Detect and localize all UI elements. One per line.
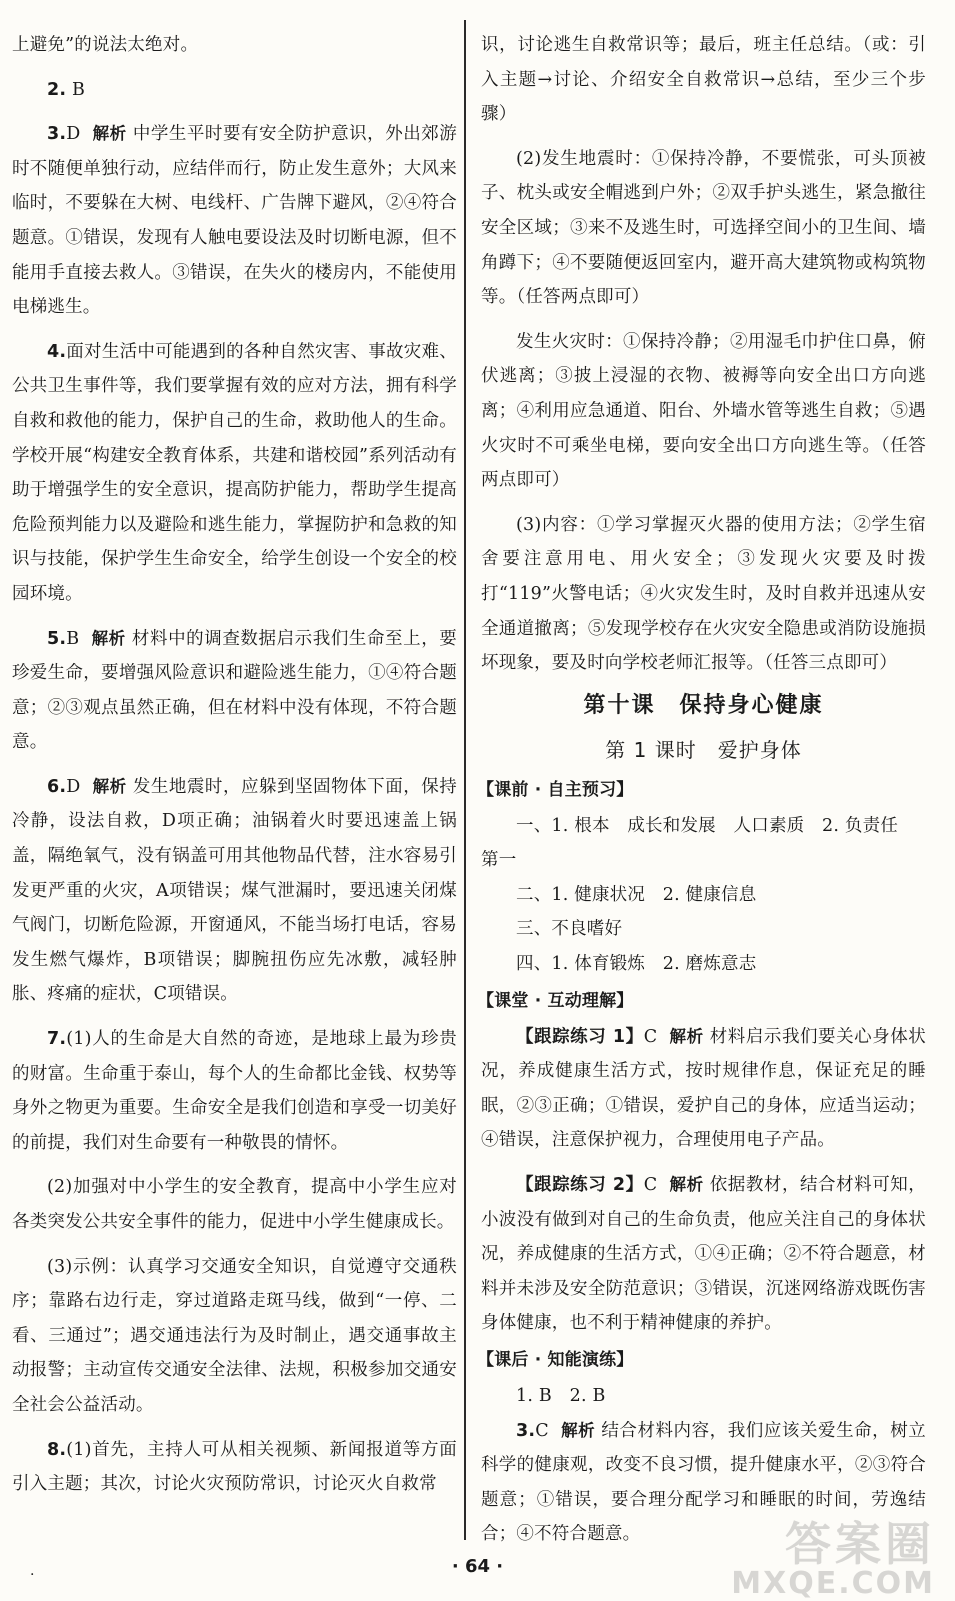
preview-line: 四、1. 体育锻炼 2. 磨炼意志 <box>516 954 757 975</box>
watermark-logo <box>665 1508 935 1601</box>
analysis-keyword: 解析 <box>92 776 127 796</box>
question-number: 8. <box>47 1439 67 1460</box>
preview-line: 二、1. 健康状况 2. 健康信息 <box>516 884 757 905</box>
analysis-keyword: 解析 <box>669 1026 704 1046</box>
lesson-title: 第十课 保持身心健康 <box>583 692 824 718</box>
answer-letter: C <box>643 1026 658 1047</box>
analysis-body: 依据教材，结合材料可知，小波没有做到对自己的生命负责，他应关注自己的身体状况，养成健康的生活方式，①④正确；②不符合题意，材料并未涉及安全防范意识；③错误，沉迷网络游戏既伤害身体健康，也不利于精神健康的养护。 <box>481 1175 927 1334</box>
analysis-body: 材料启示我们要关心身体状况，养成健康生活方式，按时规律作息，保证充足的睡眠，②③正确；①错误，爱护自己的身体，应适当运动；④错误，注意保护视力，合理使用电子产品。 <box>481 1026 927 1151</box>
question-number: 7. <box>47 1029 67 1050</box>
section-preview-heading: 【课前 · 自主预习】 <box>477 779 634 800</box>
session-title: 第 1 课时 爱护身体 <box>605 737 802 762</box>
answer-8-continued: 识，讨论逃生自救常识等；最后，班主任总结。（或：引入主题→讨论、介绍安全自救常识→总结，至少三个步骤） <box>481 35 926 125</box>
text-line: 上避免”的说法太绝对。 <box>12 35 199 55</box>
answer-3 <box>12 117 457 325</box>
column-divider <box>464 20 466 1540</box>
analysis-body: 结合材料内容，我们应该关爱生命，树立科学的健康观，改变不良习惯，提升健康水平，②③符合题意；①错误，要合理分配学习和睡眠的时间，劳逸结合；④不符合题意。 <box>481 1420 926 1545</box>
preview-line: 三、不良嗜好 <box>516 919 623 940</box>
analysis-keyword: 解析 <box>561 1420 596 1440</box>
answer-letter: B <box>72 79 86 100</box>
answer-body: (1)人的生命是大自然的奇迹，是地球上最为珍贵的财富。生命重于泰山，每个人的生命都比金钱、权势等身外之物更为重要。生命安全是我们创造和享受一切美好的前提，我们对生命要有一种敬畏的情怀。 <box>12 1029 457 1153</box>
answer-letter: B <box>66 628 80 649</box>
question-number: 3. <box>516 1420 536 1441</box>
answer-8-part2: (2)发生地震时：①保持冷静，不要慌张，可头顶被子、枕头或安全帽逃到户外；②双手护头逃生，紧急撤往安全区域；③来不及逃生时，可选择空间小的卫生间、墙角蹲下；④不要随便返回室内，避开高大建筑物或构筑物等。（任答两点即可） <box>481 148 926 308</box>
page-number: · 64 · <box>451 1556 504 1577</box>
answer-4 <box>12 335 457 612</box>
answer-8-fire: 发生火灾时：①保持冷静；②用湿毛巾护住口鼻，俯伏逃离；③披上浸湿的衣物、被褥等向安全出口方向逃离；④利用应急通道、阳台、外墙水管等逃生自救；⑤遇火灾时不可乘坐电梯，要向安全出口方向逃生等。（任答两点即可） <box>481 331 926 491</box>
analysis-keyword: 解析 <box>92 124 127 144</box>
question-number: 6. <box>47 776 67 797</box>
preview-line-tail: 第一 <box>481 850 517 871</box>
answer-letter: C <box>643 1175 658 1196</box>
watermark-bottom: MXQE.COM <box>731 1566 935 1601</box>
question-number: 3. <box>47 124 67 145</box>
track-tag: 【跟踪练习 1】 <box>516 1026 644 1047</box>
left-column <box>12 28 457 1502</box>
answer-2 <box>12 73 457 108</box>
answer-body: 面对生活中可能遇到的各种自然灾害、事故灾难、公共卫生事件等，我们要掌握有效的应对方法，拥有科学自救和救他的能力，保护自己的生命，救助他人的生命。学校开展“构建安全教育体系，共建和谐校园”系列活动有助于增强学生的安全意识，提高防护能力，帮助学生提高危险预判能力以及避险和逃生能力，掌握防护和急救的知识与技能，保护学生生命安全，给学生创设一个安全的校园环境。 <box>12 341 457 604</box>
analysis-body: 材料中的调查数据启示我们生命至上，要珍爱生命，要增强风险意识和避险逃生能力，①④符合题意；②③观点虽然正确，但在材料中没有体现，不符合题意。 <box>12 628 458 753</box>
answer-letter: D <box>66 776 81 797</box>
preview-line: 一、1. 根本 成长和发展 人口素质 2. 负责任 <box>516 815 899 836</box>
after-answers: 1. B 2. B <box>516 1386 606 1406</box>
question-number: 2. <box>47 79 67 100</box>
corner-mark: . <box>30 1563 35 1579</box>
section-class-heading: 【课堂 · 互动理解】 <box>477 990 634 1011</box>
analysis-body: 发生地震时，应躲到坚固物体下面，保持冷静，设法自救，D项正确；油锅着火时要迅速盖上锅盖，隔绝氧气，没有锅盖可用其他物品代替，注水容易引发更严重的火灾，A项错误；煤气泄漏时，要迅速关闭煤气阀门，切断危险源，开窗通风，不能当场打电话，容易发生燃气爆炸，B项错误；脚腕扭伤应先冰敷，减轻肿胀、疼痛的症状，C项错误。 <box>12 776 457 1005</box>
answer-letter: D <box>66 124 81 145</box>
answer-8-part1 <box>12 1433 457 1502</box>
analysis-keyword: 解析 <box>91 628 126 648</box>
question-number: 4. <box>47 341 67 362</box>
right-column <box>477 28 927 1552</box>
answer-7-part1 <box>12 1022 457 1160</box>
answer-6 <box>12 770 457 1012</box>
analysis-keyword: 解析 <box>669 1175 704 1195</box>
answer-5 <box>12 622 457 760</box>
track-tag: 【跟踪练习 2】 <box>516 1175 644 1196</box>
track-exercise-1 <box>481 1020 926 1158</box>
answer-7-part3: (3)示例：认真学习交通安全知识，自觉遵守交通秩序；靠路右边行走，穿过道路走斑马线，做到“一停、二看、三通过”；遇交通违法行为及时制止，遇交通事故主动报警；主动宣传交通安全法律、法规，积极参加交通安全社会公益活动。 <box>12 1256 457 1415</box>
answer-8-part3: (3)内容：①学习掌握灭火器的使用方法；②学生宿舍要注意用电、用火安全；③发现火灾要及时拨打“119”火警电话；④火灾发生时，及时自救并迅速从安全通道撤离；⑤发现学校存在火灾安全隐患或消防设施损坏现象，要及时向学校老师汇报等。（任答三点即可） <box>481 514 926 674</box>
question-number: 5. <box>47 628 67 649</box>
analysis-body: 中学生平时要有安全防护意识，外出郊游时不随便单独行动，应结伴而行，防止发生意外；大风来临时，不要躲在大树、电线杆、广告牌下避风，②④符合题意。①错误，发现有人触电要设法及时切断电源，但不能用手直接去救人。③错误，在失火的楼房内，不能使用电梯逃生。 <box>12 124 457 318</box>
answer-body: (1)首先，主持人可从相关视频、新闻报道等方面引入主题；其次，讨论火灾预防常识，讨论灭火自救常 <box>12 1439 457 1495</box>
answer-7-part2: (2)加强对中小学生的安全教育，提高中小学生应对各类突发公共安全事件的能力，促进中小学生健康成长。 <box>12 1177 457 1232</box>
answer-letter: C <box>535 1420 549 1441</box>
track-exercise-2 <box>481 1168 926 1341</box>
section-after-heading: 【课后 · 知能演练】 <box>477 1350 634 1370</box>
watermark-top: 答案圈 <box>785 1517 935 1571</box>
